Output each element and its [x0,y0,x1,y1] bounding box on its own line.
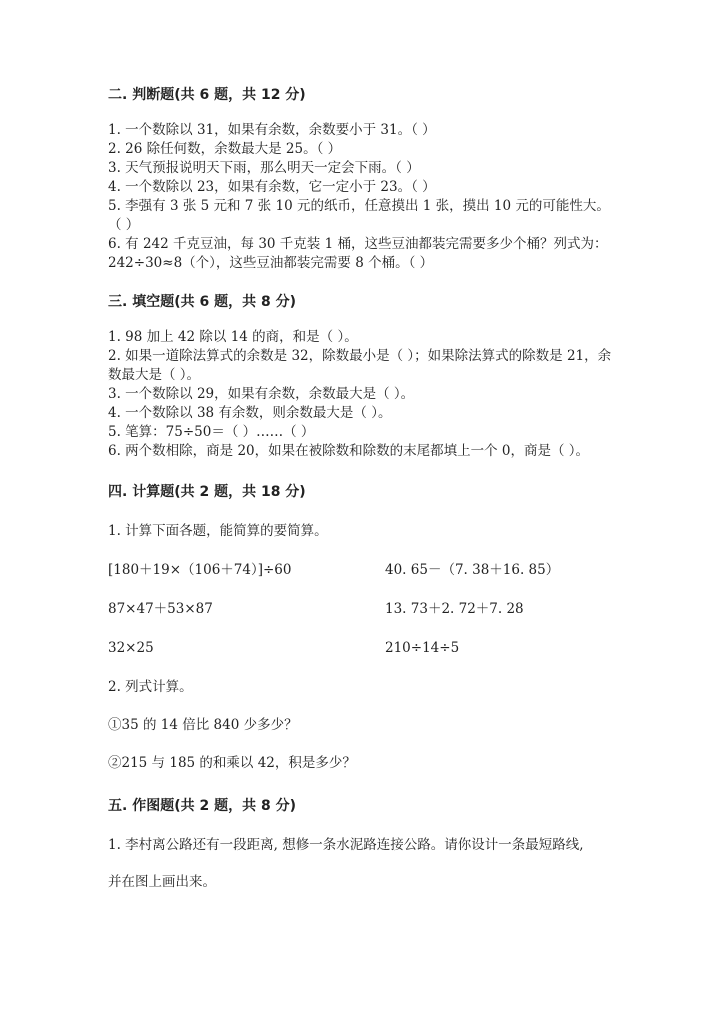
calc-row [108,600,618,620]
calc-expression: 32×25 [108,640,154,656]
calc-row [108,639,618,659]
question-item: 4. 一个数除以 23，如果有余数，它一定小于 23。（ ） [108,179,436,195]
calc-expression: 87×47＋53×87 [108,601,213,617]
sub-question-heading: 1. 计算下面各题，能简算的要简算。 [108,523,328,539]
question-item: 6. 两个数相除，商是 20，如果在被除数和除数的末尾都填上一个 0，商是（ ）。 [108,443,590,459]
section-drawing [108,797,618,892]
question-item: 2. 26 除任何数，余数最大是 25。（ ） [108,141,342,157]
calc-expression: 13. 73＋2. 72＋7. 28 [385,601,524,617]
section-title: 五. 作图题(共 2 题，共 8 分) [108,798,296,814]
question-item: 1. 一个数除以 31，如果有余数，余数要小于 31。（ ） [108,122,436,138]
exam-page [108,86,618,910]
sub-question-heading: 2. 列式计算。 [108,679,193,695]
calc-row [108,561,618,581]
section-judgment [108,86,618,273]
question-item: 6. 有 242 千克豆油，每 30 千克装 1 桶，这些豆油都装完需要多少个桶？列式为：242÷30≈8（个），这些豆油都装完需要 8 个桶。（ ） [108,236,608,271]
section-title: 三. 填空题(共 6 题，共 8 分) [108,294,296,310]
question-item: 5. 李强有 3 张 5 元和 7 张 10 元的纸币，任意摸出 1 张，摸出 10 元的可能性大。 （ ） [108,198,610,233]
section-title: 四. 计算题(共 2 题，共 18 分) [108,484,306,500]
calc-expression: 210÷14÷5 [385,640,460,656]
question-line: 1. 李村离公路还有一段距离, 想修一条水泥路连接公路。请你设计一条最短路线, [108,837,584,853]
section-title: 二. 判断题(共 6 题，共 12 分) [108,87,306,103]
question-item: 5. 笔算：75÷50＝（ ）……（ ） [108,424,315,440]
word-problem: ②215 与 185 的和乘以 42，积是多少？ [108,755,356,771]
word-problem: ①35 的 14 倍比 840 少多少？ [108,717,298,733]
section-fill-blank [108,293,618,461]
question-line: 并在图上画出来。 [108,874,216,890]
calc-expression: [180＋19×（106＋74）]÷60 [108,562,292,578]
question-item: 1. 98 加上 42 除以 14 的商，和是（ ）。 [108,329,358,345]
question-item: 2. 如果一道除法算式的余数是 32，除数最小是（ ）；如果除法算式的除数是 21，余数最大是（ ）。 [108,348,612,383]
question-item: 4. 一个数除以 38 有余数，则余数最大是（ ）。 [108,405,392,421]
calc-expression: 40. 65－（7. 38＋16. 85） [385,562,560,578]
question-item: 3. 一个数除以 29，如果有余数，余数最大是（ ）。 [108,386,415,402]
question-item: 3. 天气预报说明天下雨，那么明天一定会下雨。（ ） [108,160,420,176]
section-calculation [108,483,618,773]
